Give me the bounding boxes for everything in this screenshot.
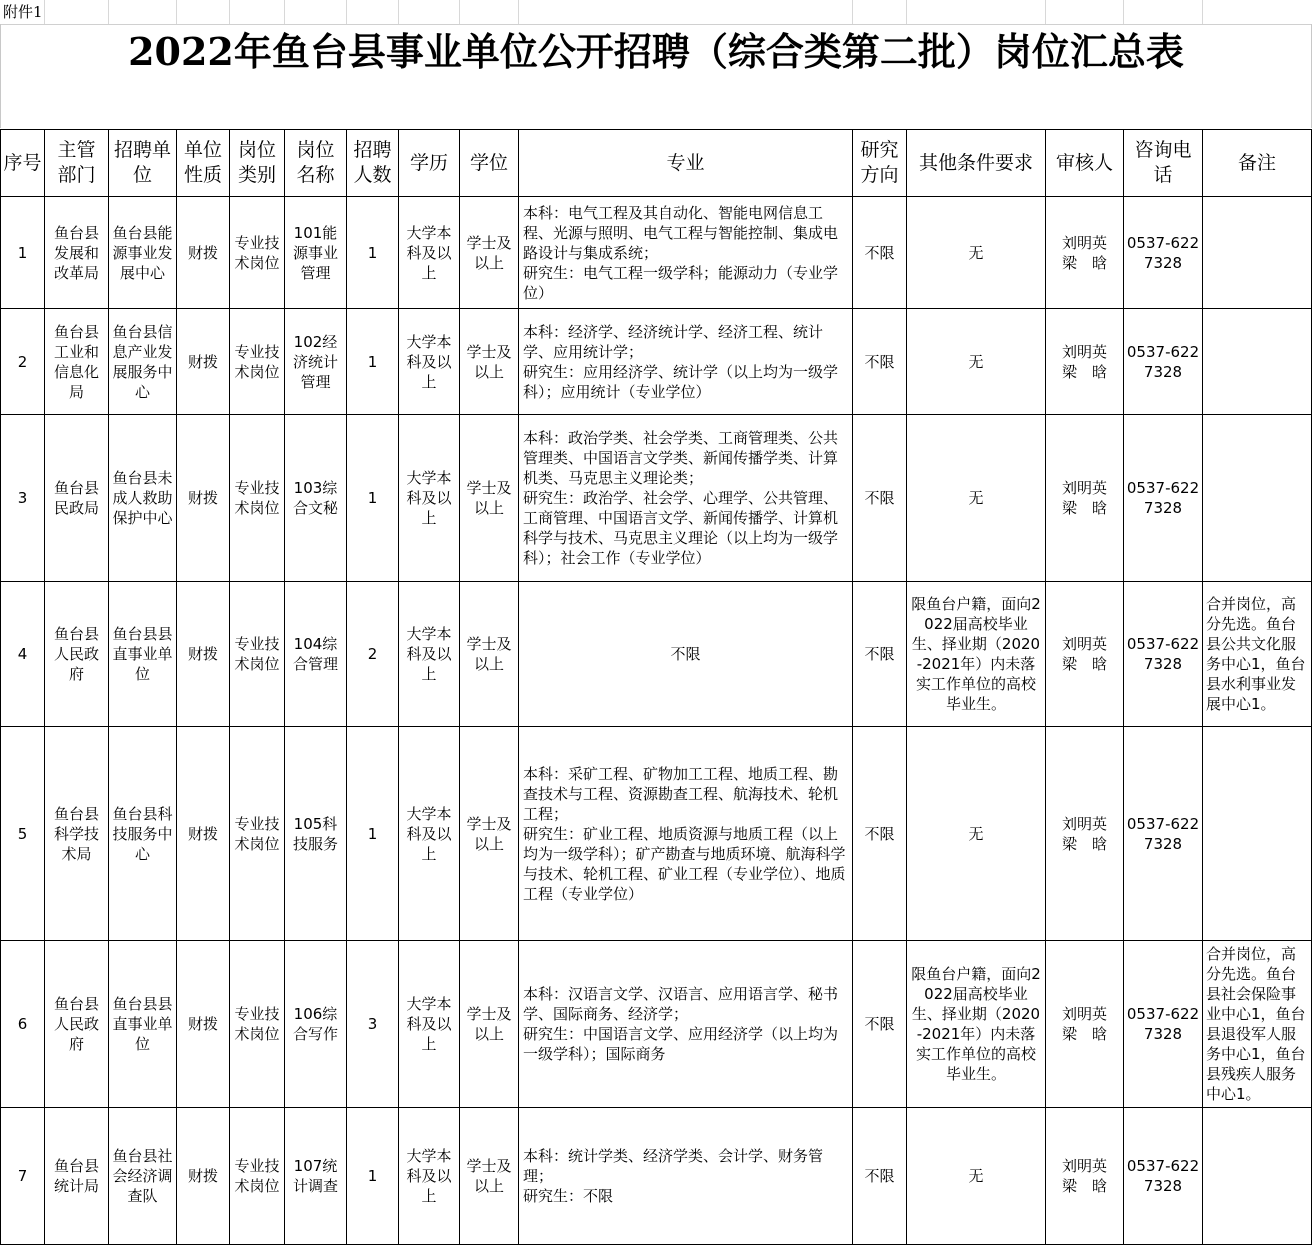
reviewer-cell xyxy=(1046,727,1124,941)
note-cell xyxy=(1203,1108,1312,1245)
education-cell: 大学本科及以上 xyxy=(399,941,460,1108)
post-name-cell: 103综合文秘 xyxy=(285,415,347,582)
reviewer-name: 刘明英 xyxy=(1061,1157,1107,1175)
phone-cell: 0537-6227328 xyxy=(1124,309,1203,415)
education-cell: 大学本科及以上 xyxy=(399,1108,460,1245)
conditions-cell: 限鱼台户籍，面向2022届高校毕业生、择业期（2020-2021年）内未落实工作单位的高校毕业生。 xyxy=(907,941,1046,1108)
reviewer-cell xyxy=(1046,197,1124,309)
reviewer-cell xyxy=(1046,1108,1124,1245)
department-cell: 鱼台县发展和改革局 xyxy=(45,197,109,309)
major-line: 研究生：政治学、社会学、心理学、公共管理、工商管理、中国语言文学、新闻传播学、计算机科学与技术、马克思主义理论（以上均为一级学科）；社会工作（专业学位） xyxy=(523,489,839,567)
department-cell: 鱼台县工业和信息化局 xyxy=(45,309,109,415)
degree-cell: 学士及以上 xyxy=(460,941,519,1108)
table-row xyxy=(1,582,1312,727)
reviewer-name: 梁 晗 xyxy=(1061,1025,1107,1043)
reviewer-name: 梁 晗 xyxy=(1061,253,1107,272)
reviewer-name: 刘明英 xyxy=(1061,635,1107,653)
phone-cell: 0537-6227328 xyxy=(1124,941,1203,1108)
nature-cell: 财拨 xyxy=(177,941,230,1108)
department-cell: 鱼台县民政局 xyxy=(45,415,109,582)
degree-cell: 学士及以上 xyxy=(460,1108,519,1245)
major-cell xyxy=(519,941,853,1108)
major-line: 本科：经济学、经济统计学、经济工程、统计学、应用统计学； xyxy=(523,322,824,361)
department-cell: 鱼台县统计局 xyxy=(45,1108,109,1245)
grid-line xyxy=(44,0,45,24)
document-title: 2022年鱼台县事业单位公开招聘（综合类第二批）岗位汇总表 xyxy=(128,29,1184,74)
research-cell: 不限 xyxy=(853,582,907,727)
major-line: 研究生：中国语言文学、应用经济学（以上均为一级学科）；国际商务 xyxy=(523,1025,839,1063)
post-name-cell: 102经济统计管理 xyxy=(285,309,347,415)
column-header: 招聘 人数 xyxy=(347,130,399,197)
major-cell xyxy=(519,727,853,941)
count-cell: 1 xyxy=(347,309,399,415)
category-cell: 专业技术岗位 xyxy=(230,727,285,941)
reviewer-name: 梁 晗 xyxy=(1061,362,1107,381)
reviewer-name: 梁 晗 xyxy=(1061,1177,1107,1195)
attachment-row xyxy=(0,0,1312,25)
degree-cell: 学士及以上 xyxy=(460,582,519,727)
post-name-cell: 105科技服务 xyxy=(285,727,347,941)
reviewer-cell xyxy=(1046,941,1124,1108)
column-header: 咨询电话 xyxy=(1124,130,1203,197)
major-line: 本科：政治学类、社会学类、工商管理类、公共管理类、中国语言文学类、新闻传播学类、计算机类、马克思主义理论类； xyxy=(523,429,839,487)
department-cell: 鱼台县人民政府 xyxy=(45,941,109,1108)
count-cell: 1 xyxy=(347,197,399,309)
unit-cell: 鱼台县县直事业单位 xyxy=(109,941,177,1108)
research-cell: 不限 xyxy=(853,197,907,309)
row-number: 4 xyxy=(1,582,45,727)
positions-table xyxy=(0,129,1312,1245)
degree-cell: 学士及以上 xyxy=(460,309,519,415)
reviewer-cell xyxy=(1046,309,1124,415)
conditions-cell: 限鱼台户籍，面向2022届高校毕业生、择业期（2020-2021年）内未落实工作单位的高校毕业生。 xyxy=(907,582,1046,727)
table-row xyxy=(1,1108,1312,1245)
conditions-cell: 无 xyxy=(907,197,1046,309)
research-cell: 不限 xyxy=(853,727,907,941)
major-line: 研究生：不限 xyxy=(523,1187,614,1205)
column-header: 备注 xyxy=(1203,130,1312,197)
phone-cell: 0537-6227328 xyxy=(1124,415,1203,582)
major-line: 本科：采矿工程、矿物加工工程、地质工程、勘查技术与工程、资源勘查工程、航海技术、轮机工程； xyxy=(523,764,839,823)
row-number: 2 xyxy=(1,309,45,415)
post-name-cell: 101能源事业管理 xyxy=(285,197,347,309)
grid-line xyxy=(459,0,460,24)
table-row xyxy=(1,309,1312,415)
reviewer-name: 刘明英 xyxy=(1061,1005,1107,1023)
reviewer-name: 刘明英 xyxy=(1061,233,1107,252)
unit-cell: 鱼台县能源事业发展中心 xyxy=(109,197,177,309)
education-cell: 大学本科及以上 xyxy=(399,415,460,582)
column-header: 岗位 名称 xyxy=(285,130,347,197)
major-cell xyxy=(519,1108,853,1245)
column-header: 专业 xyxy=(519,130,853,197)
research-cell: 不限 xyxy=(853,941,907,1108)
category-cell: 专业技术岗位 xyxy=(230,1108,285,1245)
conditions-cell: 无 xyxy=(907,309,1046,415)
research-cell: 不限 xyxy=(853,1108,907,1245)
major-cell xyxy=(519,309,853,415)
reviewer-name: 梁 晗 xyxy=(1061,834,1107,853)
column-header: 审核人 xyxy=(1046,130,1124,197)
column-header: 单位 性质 xyxy=(177,130,230,197)
education-cell: 大学本科及以上 xyxy=(399,727,460,941)
research-cell: 不限 xyxy=(853,415,907,582)
degree-cell: 学士及以上 xyxy=(460,727,519,941)
attachment-label: 附件1 xyxy=(3,3,43,21)
grid-line xyxy=(1045,0,1046,24)
table-body xyxy=(1,197,1312,1245)
table-row xyxy=(1,727,1312,941)
phone-cell: 0537-6227328 xyxy=(1124,582,1203,727)
reviewer-cell xyxy=(1046,582,1124,727)
phone-cell: 0537-6227328 xyxy=(1124,1108,1203,1245)
grid-line xyxy=(346,0,347,24)
major-line: 研究生：矿业工程、地质资源与地质工程（以上均为一级学科）；矿产勘查与地质环境、航海科学与技术、轮机工程、矿业工程（专业学位）、地质工程（专业学位） xyxy=(523,824,846,903)
nature-cell: 财拨 xyxy=(177,727,230,941)
post-name-cell: 106综合写作 xyxy=(285,941,347,1108)
count-cell: 1 xyxy=(347,415,399,582)
count-cell: 2 xyxy=(347,582,399,727)
note-cell xyxy=(1203,197,1312,309)
count-cell: 1 xyxy=(347,727,399,941)
grid-line xyxy=(1202,0,1203,24)
column-header: 主管 部门 xyxy=(45,130,109,197)
unit-cell: 鱼台县未成人救助保护中心 xyxy=(109,415,177,582)
education-cell: 大学本科及以上 xyxy=(399,197,460,309)
education-cell: 大学本科及以上 xyxy=(399,582,460,727)
table-row xyxy=(1,941,1312,1108)
education-cell: 大学本科及以上 xyxy=(399,309,460,415)
major-line: 本科：汉语言文学、汉语言、应用语言学、秘书学、国际商务、经济学； xyxy=(523,985,839,1023)
table-row xyxy=(1,197,1312,309)
note-cell xyxy=(1203,309,1312,415)
grid-line xyxy=(852,0,853,24)
row-number: 3 xyxy=(1,415,45,582)
row-number: 6 xyxy=(1,941,45,1108)
column-header: 序号 xyxy=(1,130,45,197)
reviewer-name: 刘明英 xyxy=(1061,814,1107,833)
count-cell: 1 xyxy=(347,1108,399,1245)
grid-line xyxy=(1123,0,1124,24)
nature-cell: 财拨 xyxy=(177,415,230,582)
major-line: 不限 xyxy=(670,645,701,663)
reviewer-name: 梁 晗 xyxy=(1061,655,1107,673)
column-header: 其他条件要求 xyxy=(907,130,1046,197)
unit-cell: 鱼台县社会经济调查队 xyxy=(109,1108,177,1245)
grid-line xyxy=(108,0,109,24)
unit-cell: 鱼台县科技服务中心 xyxy=(109,727,177,941)
nature-cell: 财拨 xyxy=(177,1108,230,1245)
note-cell: 合并岗位，高分先选。鱼台县社会保险事业中心1，鱼台县退役军人服务中心1，鱼台县残疾人服务中心1。 xyxy=(1203,941,1312,1108)
column-header: 研究 方向 xyxy=(853,130,907,197)
phone-cell: 0537-6227328 xyxy=(1124,727,1203,941)
major-cell xyxy=(519,197,853,309)
conditions-cell: 无 xyxy=(907,1108,1046,1245)
category-cell: 专业技术岗位 xyxy=(230,582,285,727)
major-line: 研究生：电气工程一级学科；能源动力（专业学位） xyxy=(523,263,839,302)
column-header: 学位 xyxy=(460,130,519,197)
column-header: 岗位 类别 xyxy=(230,130,285,197)
column-header: 招聘单位 xyxy=(109,130,177,197)
grid-line xyxy=(229,0,230,24)
note-cell xyxy=(1203,415,1312,582)
major-line: 本科：统计学类、经济学类、会计学、财务管理； xyxy=(523,1147,824,1185)
reviewer-name: 刘明英 xyxy=(1061,479,1107,497)
reviewer-name: 梁 晗 xyxy=(1061,499,1107,517)
row-number: 5 xyxy=(1,727,45,941)
category-cell: 专业技术岗位 xyxy=(230,415,285,582)
category-cell: 专业技术岗位 xyxy=(230,197,285,309)
grid-line xyxy=(398,0,399,24)
count-cell: 3 xyxy=(347,941,399,1108)
unit-cell: 鱼台县县直事业单位 xyxy=(109,582,177,727)
note-cell xyxy=(1203,727,1312,941)
department-cell: 鱼台县人民政府 xyxy=(45,582,109,727)
degree-cell: 学士及以上 xyxy=(460,415,519,582)
row-number: 7 xyxy=(1,1108,45,1245)
post-name-cell: 104综合管理 xyxy=(285,582,347,727)
grid-line xyxy=(176,0,177,24)
reviewer-name: 刘明英 xyxy=(1061,342,1107,361)
major-line: 研究生：应用经济学、统计学（以上均为一级学科）；应用统计（专业学位） xyxy=(523,362,839,401)
degree-cell: 学士及以上 xyxy=(460,197,519,309)
grid-line xyxy=(284,0,285,24)
conditions-cell: 无 xyxy=(907,415,1046,582)
conditions-cell: 无 xyxy=(907,727,1046,941)
grid-line xyxy=(906,0,907,24)
phone-cell: 0537-6227328 xyxy=(1124,197,1203,309)
table-header-row xyxy=(1,130,1312,197)
post-name-cell: 107统计调查 xyxy=(285,1108,347,1245)
major-cell xyxy=(519,582,853,727)
nature-cell: 财拨 xyxy=(177,309,230,415)
unit-cell: 鱼台县信息产业发展服务中心 xyxy=(109,309,177,415)
nature-cell: 财拨 xyxy=(177,197,230,309)
nature-cell: 财拨 xyxy=(177,582,230,727)
major-cell xyxy=(519,415,853,582)
category-cell: 专业技术岗位 xyxy=(230,309,285,415)
research-cell: 不限 xyxy=(853,309,907,415)
department-cell: 鱼台县科学技术局 xyxy=(45,727,109,941)
note-cell: 合并岗位，高分先选。鱼台县公共文化服务中心1，鱼台县水利事业发展中心1。 xyxy=(1203,582,1312,727)
table-row xyxy=(1,415,1312,582)
row-number: 1 xyxy=(1,197,45,309)
major-line: 本科：电气工程及其自动化、智能电网信息工程、光源与照明、电气工程与智能控制、集成电路设计与集成系统； xyxy=(523,203,839,262)
reviewer-cell xyxy=(1046,415,1124,582)
category-cell: 专业技术岗位 xyxy=(230,941,285,1108)
grid-line xyxy=(518,0,519,24)
column-header: 学历 xyxy=(399,130,460,197)
